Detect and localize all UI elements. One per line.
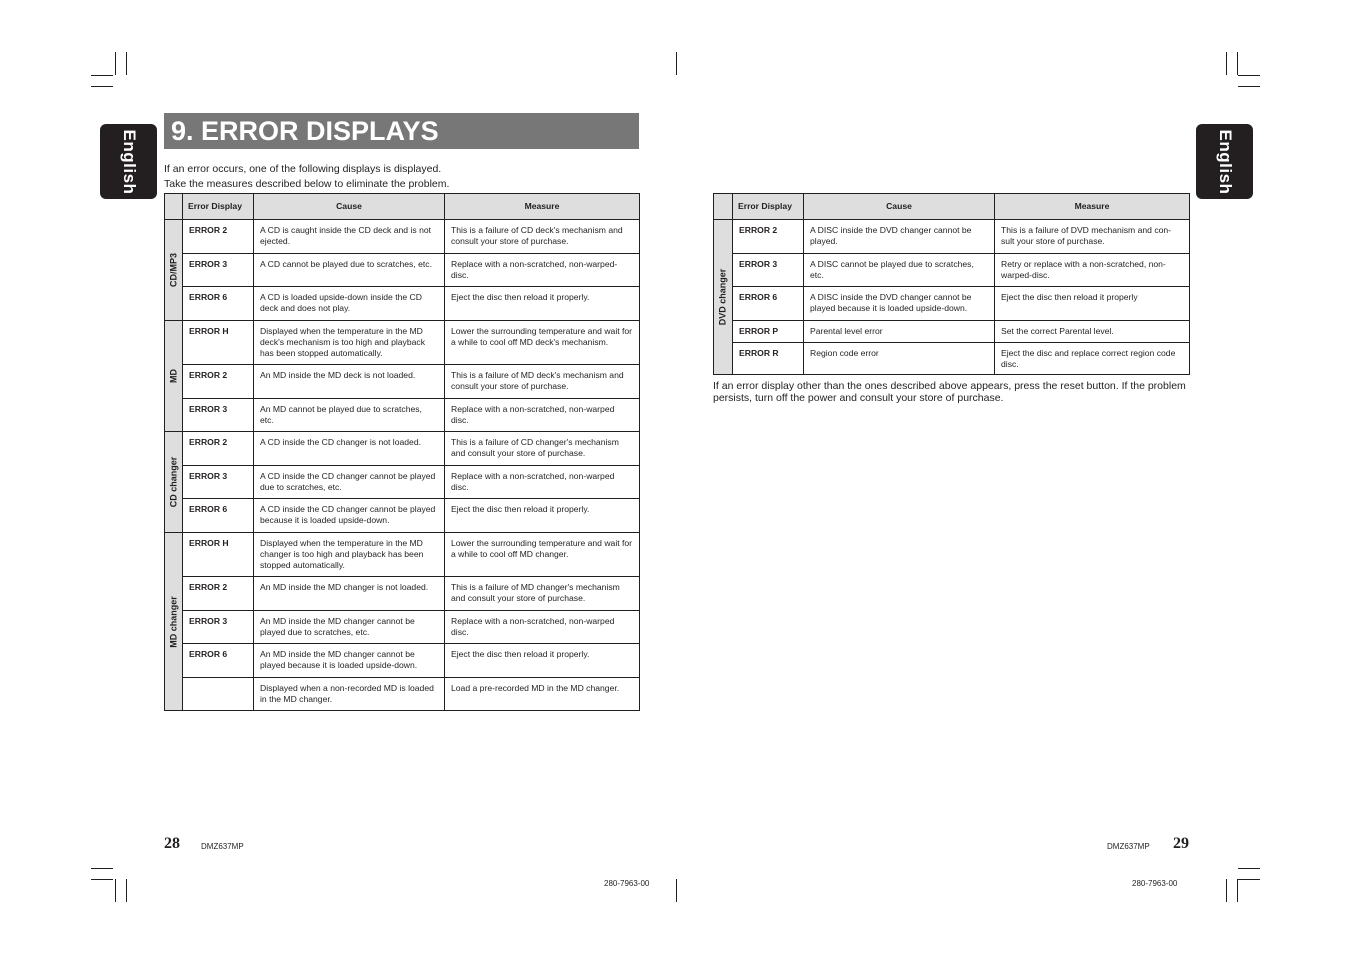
cause-cell: An MD inside the MD deck is not loaded.	[254, 365, 445, 399]
page-number-left: 28	[164, 835, 180, 852]
error-code: ERROR 6	[183, 499, 254, 533]
cause-cell: An MD inside the MD changer cannot be played because it is loaded upside-down.	[254, 644, 445, 678]
group-label: MD changer	[168, 595, 178, 648]
doc-code-left: 280-7963-00	[604, 879, 650, 888]
cause-cell: Displayed when the temperature in the MD changer is too high and playback has been stopped automatically.	[254, 533, 445, 577]
section-title: 9. ERROR DISPLAYS	[171, 116, 439, 146]
measure-cell: Eject the disc then reload it properly.	[445, 644, 640, 678]
header-blank	[714, 194, 733, 220]
measure-cell: Retry or replace with a non-scratched, non-warped-disc.	[995, 254, 1190, 287]
error-code: ERROR 3	[183, 254, 254, 287]
measure-cell: Load a pre-recorded MD in the MD changer.	[445, 678, 640, 711]
table-row	[714, 254, 1190, 287]
measure-cell: Replace with a non-scratched, non-warped-disc.	[445, 254, 640, 287]
cause-cell: An MD inside the MD changer is not loaded.	[254, 577, 445, 611]
model-left: DMZ637MP	[201, 842, 244, 851]
table-row	[165, 287, 640, 321]
error-table-right	[713, 193, 1190, 375]
table-row	[165, 399, 640, 432]
table-row	[165, 611, 640, 644]
error-code: ERROR 2	[183, 365, 254, 399]
error-code: ERROR 2	[733, 220, 804, 254]
error-code: ERROR 3	[183, 611, 254, 644]
header-cause: Cause	[254, 194, 445, 220]
language-tab-right	[1196, 124, 1253, 199]
cause-cell: A CD is loaded upside-down inside the CD deck and does not play.	[254, 287, 445, 321]
group-label-cell	[165, 321, 183, 432]
error-code: ERROR H	[183, 321, 254, 365]
cause-cell: A CD inside the CD changer cannot be played because it is loaded upside-down.	[254, 499, 445, 533]
measure-cell: Set the correct Parental level.	[995, 321, 1190, 343]
error-code: ERROR H	[183, 533, 254, 577]
measure-cell: This is a failure of MD changer's mechanism and consult your store of purchase.	[445, 577, 640, 611]
header-measure: Measure	[445, 194, 640, 220]
measure-cell: Replace with a non-scratched, non-warped disc.	[445, 611, 640, 644]
measure-cell: Lower the surrounding temperature and wait for a while to cool off MD deck's mechanism.	[445, 321, 640, 365]
cause-cell: A CD inside the CD changer cannot be played due to scratches, etc.	[254, 466, 445, 499]
cause-cell: An MD cannot be played due to scratches, etc.	[254, 399, 445, 432]
reset-note: If an error display other than the ones described above appears, press the reset button. If the problem persists, turn off the power and consult your store of purchase.	[713, 380, 1186, 404]
header-cause: Cause	[804, 194, 995, 220]
measure-cell: This is a failure of CD changer's mechanism and consult your store of purchase.	[445, 432, 640, 466]
error-code: ERROR 3	[733, 254, 804, 287]
error-code: ERROR R	[733, 343, 804, 375]
error-code: ERROR 6	[183, 644, 254, 678]
table-row	[165, 533, 640, 577]
error-code: ERROR 2	[183, 432, 254, 466]
language-tab-left	[100, 124, 157, 199]
error-code: ERROR 3	[183, 399, 254, 432]
group-label: CD changer	[168, 456, 178, 508]
measure-cell: Eject the disc then reload it properly.	[445, 499, 640, 533]
group-label-cell	[165, 432, 183, 533]
measure-cell: This is a failure of CD deck's mechanism and consult your store of purchase.	[445, 220, 640, 254]
table-row	[714, 321, 1190, 343]
error-table-left	[164, 193, 640, 711]
error-code: ERROR 2	[183, 220, 254, 254]
language-tab-label: English	[119, 129, 139, 194]
table-row	[165, 466, 640, 499]
cause-cell: Displayed when a non-recorded MD is loaded in the MD changer.	[254, 678, 445, 711]
table-row	[165, 644, 640, 678]
doc-code-right: 280-7963-00	[1132, 879, 1178, 888]
table-row	[165, 577, 640, 611]
table-row	[714, 287, 1190, 321]
language-tab-label: English	[1215, 129, 1235, 194]
cause-cell: A DISC inside the DVD changer cannot be played because it is loaded upside-down.	[804, 287, 995, 321]
header-error-display: Error Display	[183, 194, 254, 220]
error-code: ERROR 2	[183, 577, 254, 611]
table-header-row	[714, 194, 1190, 220]
group-label: CD/MP3	[168, 252, 178, 288]
measure-cell: Eject the disc then reload it properly	[995, 287, 1190, 321]
cause-cell: A DISC cannot be played due to scratches, etc.	[804, 254, 995, 287]
table-row	[165, 678, 640, 711]
table-row	[165, 220, 640, 254]
page-number-right: 29	[1173, 835, 1189, 852]
cause-cell: An MD inside the MD changer cannot be played due to scratches, etc.	[254, 611, 445, 644]
group-label-cell	[165, 533, 183, 711]
cause-cell: A CD cannot be played due to scratches, etc.	[254, 254, 445, 287]
group-label-cell	[714, 220, 733, 375]
model-right: DMZ637MP	[1107, 842, 1150, 851]
table-row	[165, 365, 640, 399]
table-row	[165, 499, 640, 533]
cause-cell: A DISC inside the DVD changer cannot be played.	[804, 220, 995, 254]
error-code: ERROR 3	[183, 466, 254, 499]
error-code: ERROR 6	[183, 287, 254, 321]
measure-cell: Replace with a non-scratched, non-warped disc.	[445, 399, 640, 432]
cause-cell: A CD is caught inside the CD deck and is not ejected.	[254, 220, 445, 254]
measure-cell: Replace with a non-scratched, non-warped disc.	[445, 466, 640, 499]
header-blank	[165, 194, 183, 220]
measure-cell: Lower the surrounding temperature and wait for a while to cool off MD changer.	[445, 533, 640, 577]
table-row	[714, 343, 1190, 375]
group-label: MD	[168, 369, 178, 383]
measure-cell: This is a failure of DVD mechanism and con-sult your store of purchase.	[995, 220, 1190, 254]
intro-line-1: If an error occurs, one of the following displays is displayed.	[164, 163, 442, 175]
intro-line-2: Take the measures described below to eliminate the problem.	[164, 178, 450, 190]
table-row	[165, 432, 640, 466]
cause-cell: A CD inside the CD changer is not loaded.	[254, 432, 445, 466]
table-header-row	[165, 194, 640, 220]
table-row	[714, 220, 1190, 254]
cause-cell: Displayed when the temperature in the MD deck's mechanism is too high and playback has been stopped automatically.	[254, 321, 445, 365]
cause-cell: Parental level error	[804, 321, 995, 343]
error-code: ERROR P	[733, 321, 804, 343]
cause-cell: Region code error	[804, 343, 995, 375]
measure-cell: Eject the disc and replace correct region code disc.	[995, 343, 1190, 375]
table-row	[165, 254, 640, 287]
measure-cell: Eject the disc then reload it properly.	[445, 287, 640, 321]
table-row	[165, 321, 640, 365]
header-error-display: Error Display	[733, 194, 804, 220]
group-label: DVD changer	[717, 268, 728, 326]
section-title-bar	[164, 113, 639, 149]
error-code	[183, 678, 254, 711]
measure-cell: This is a failure of MD deck's mechanism and consult your store of purchase.	[445, 365, 640, 399]
error-code: ERROR 6	[733, 287, 804, 321]
header-measure: Measure	[995, 194, 1190, 220]
group-label-cell	[165, 220, 183, 321]
